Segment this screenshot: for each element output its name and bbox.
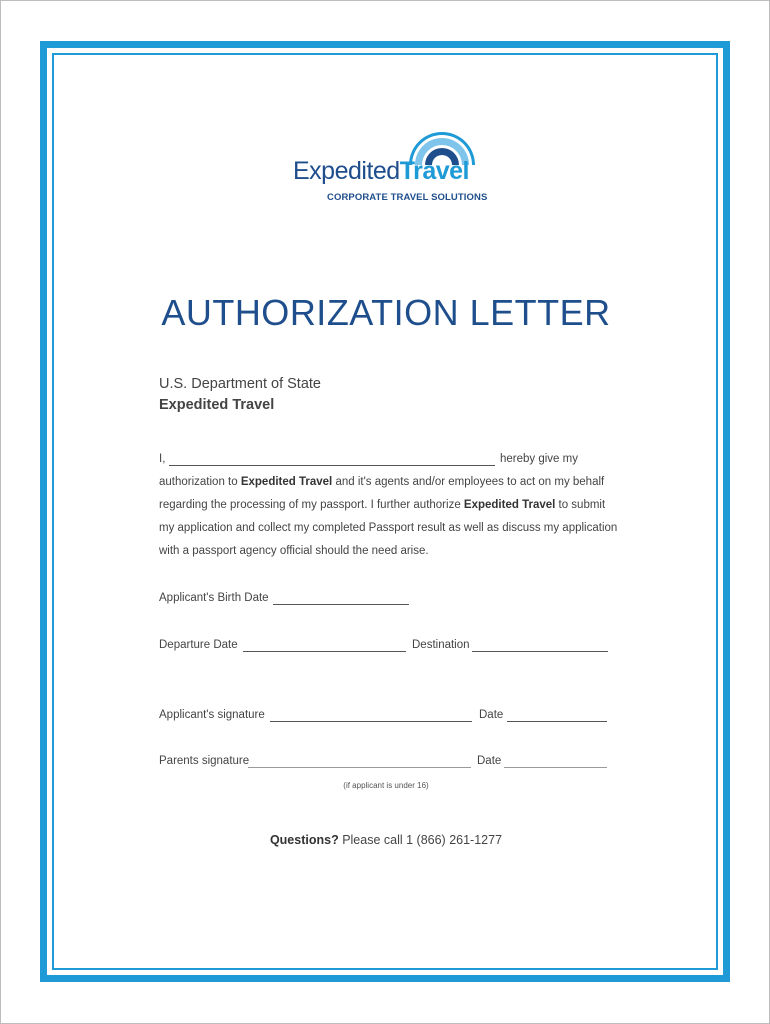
applicant-date-field-line[interactable] bbox=[507, 721, 607, 722]
questions-phone-text: Please call 1 (866) 261-1277 bbox=[338, 833, 503, 847]
applicant-signature-field-line[interactable] bbox=[270, 721, 472, 722]
logo-word-expedited: Expedited bbox=[293, 157, 400, 185]
parents-date-label: Date bbox=[477, 755, 502, 767]
questions-line bbox=[1, 833, 770, 847]
questions-bold: Questions? bbox=[269, 833, 339, 847]
logo-word-travel: Travel bbox=[399, 157, 469, 185]
body-line-3-b: Expedited Travel bbox=[463, 499, 556, 511]
birth-date-field-line[interactable] bbox=[273, 604, 409, 605]
applicant-signature-label: Applicant's signature bbox=[159, 709, 265, 721]
departure-date-field-line[interactable] bbox=[243, 651, 406, 652]
body-line-2-a: authorization to bbox=[159, 476, 241, 488]
page-title: AUTHORIZATION LETTER bbox=[161, 292, 611, 333]
birth-date-label: Applicant's Birth Date bbox=[159, 592, 269, 604]
company-logo bbox=[291, 129, 488, 205]
body-line-3 bbox=[159, 499, 605, 511]
destination-field-line[interactable] bbox=[472, 651, 608, 652]
body-line-3-c: to submit bbox=[555, 499, 606, 511]
body-line-1 bbox=[159, 453, 165, 465]
logo-tagline: CORPORATE TRAVEL SOLUTIONS bbox=[327, 192, 488, 203]
body-line-2-c: and it's agents and/or employees to act on my behalf bbox=[332, 476, 605, 488]
body-line-4: my application and collect my completed Passport result as well as discuss my application bbox=[159, 522, 618, 534]
parents-date-field-line[interactable] bbox=[504, 767, 607, 768]
body-line-2 bbox=[159, 476, 604, 488]
recipient-line-1: U.S. Department of State bbox=[159, 376, 321, 392]
destination-label: Destination bbox=[412, 639, 470, 651]
departure-date-label: Departure Date bbox=[159, 639, 238, 651]
name-field-line[interactable] bbox=[169, 465, 495, 466]
parents-signature-field-line[interactable] bbox=[248, 767, 471, 768]
recipient-line-2: Expedited Travel bbox=[159, 397, 275, 413]
body-line-2-b: Expedited Travel bbox=[240, 476, 333, 488]
body-line-3-a: regarding the processing of my passport. I further authorize bbox=[159, 499, 464, 511]
logo-wordmark bbox=[293, 159, 469, 184]
applicant-date-label: Date bbox=[479, 709, 504, 721]
body-line-1-suffix: hereby give my bbox=[500, 453, 578, 465]
body-line-5: with a passport agency official should the need arise. bbox=[159, 545, 429, 557]
parents-signature-label: Parents signature bbox=[159, 755, 250, 767]
parents-signature-note: (if applicant is under 16) bbox=[343, 781, 429, 790]
body-line-1-prefix: I, bbox=[159, 453, 166, 465]
